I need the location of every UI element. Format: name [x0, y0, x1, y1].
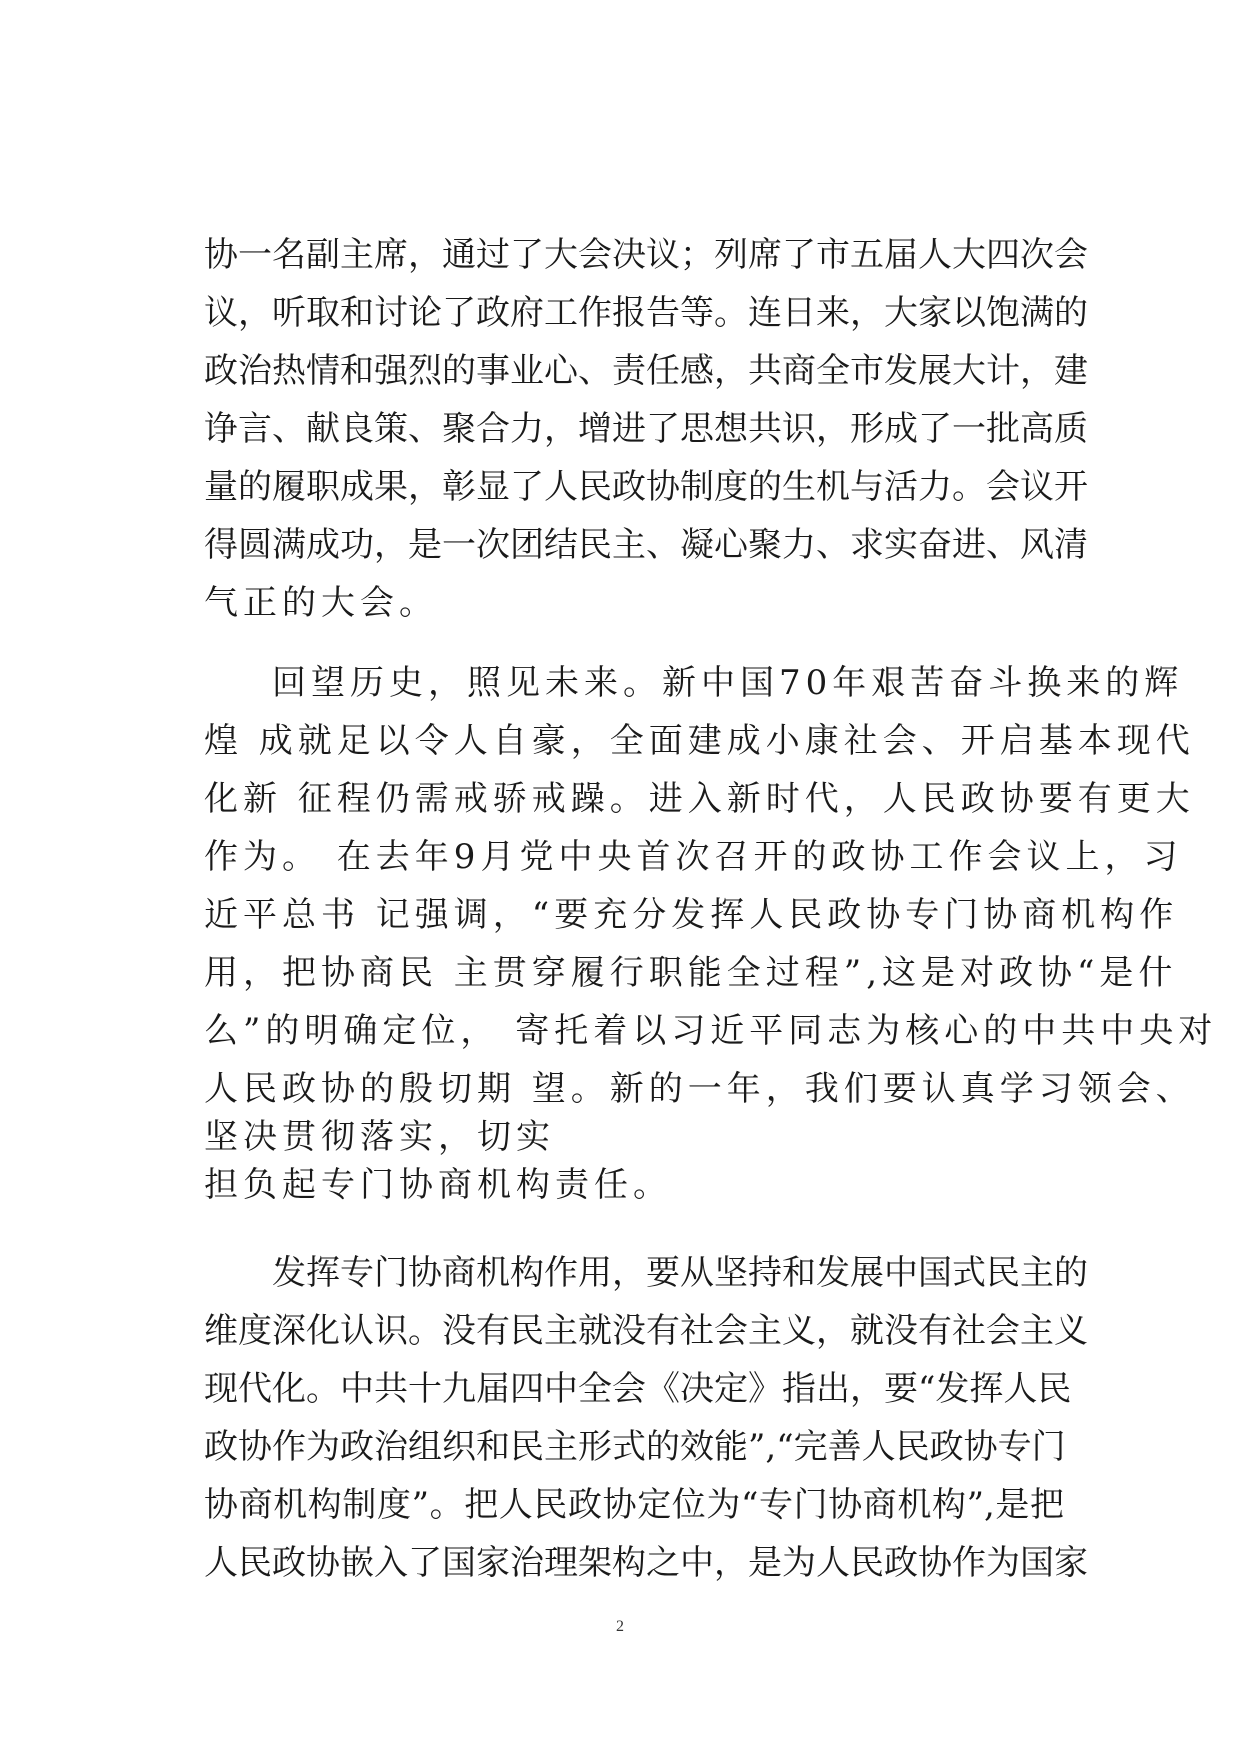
text-line: 用，把协商民 主贯穿履行职能全过程”,这是对政协“是什 — [204, 953, 1178, 993]
text-line: 担负起专门协商机构责任。 — [204, 1165, 672, 1205]
text-line: 协商机构制度”。把人民政协定位为“专门协商机构”,是把 — [204, 1485, 1064, 1525]
page-number: 2 — [616, 1618, 624, 1635]
text-line: 政协作为政治组织和民主形式的效能”,“完善人民政协专门 — [204, 1427, 1066, 1467]
text-line: 维度深化认识。没有民主就没有社会主义，就没有社会主义 — [204, 1311, 1088, 1351]
text-line: 作为。 在去年9月党中央首次召开的政协工作会议上，习 — [204, 837, 1183, 877]
text-line: 议，听取和讨论了政府工作报告等。连日来，大家以饱满的 — [204, 293, 1088, 333]
text-line: 得圆满成功，是一次团结民主、凝心聚力、求实奋进、风清 — [204, 525, 1088, 565]
text-line: 人民政协的殷切期 望。新的一年，我们要认真学习领会、 — [204, 1069, 1195, 1109]
text-line: 协一名副主席，通过了大会决议；列席了市五届人大四次会 — [204, 235, 1088, 275]
paragraph-first-line: 回望历史，照见未来。新中国70年艰苦奋斗换来的辉 — [272, 663, 1184, 703]
text-line: 政治热情和强烈的事业心、责任感，共商全市发展大计，建 — [204, 351, 1088, 391]
text-line: 化新 征程仍需戒骄戒躁。进入新时代，人民政协要有更大 — [204, 779, 1195, 819]
text-line: 煌 成就足以令人自豪，全面建成小康社会、开启基本现代 — [204, 721, 1195, 761]
text-line: 坚决贯彻落实，切实 — [204, 1117, 555, 1157]
text-line: 诤言、献良策、聚合力，增进了思想共识，形成了一批高质 — [204, 409, 1088, 449]
text-line: 量的履职成果，彰显了人民政协制度的生机与活力。会议开 — [204, 467, 1088, 507]
text-line: 人民政协嵌入了国家治理架构之中，是为人民政协作为国家 — [204, 1543, 1088, 1583]
text-line: 么”的明确定位， 寄托着以习近平同志为核心的中共中央对 — [204, 1011, 1218, 1051]
text-line: 近平总书 记强调，“要充分发挥人民政协专门协商机构作 — [204, 895, 1179, 935]
text-line: 气正的大会。 — [204, 583, 438, 623]
text-line: 现代化。中共十九届四中全会《决定》指出，要“发挥人民 — [204, 1369, 1072, 1409]
paragraph-first-line: 发挥专门协商机构作用，要从坚持和发展中国式民主的 — [272, 1253, 1088, 1293]
